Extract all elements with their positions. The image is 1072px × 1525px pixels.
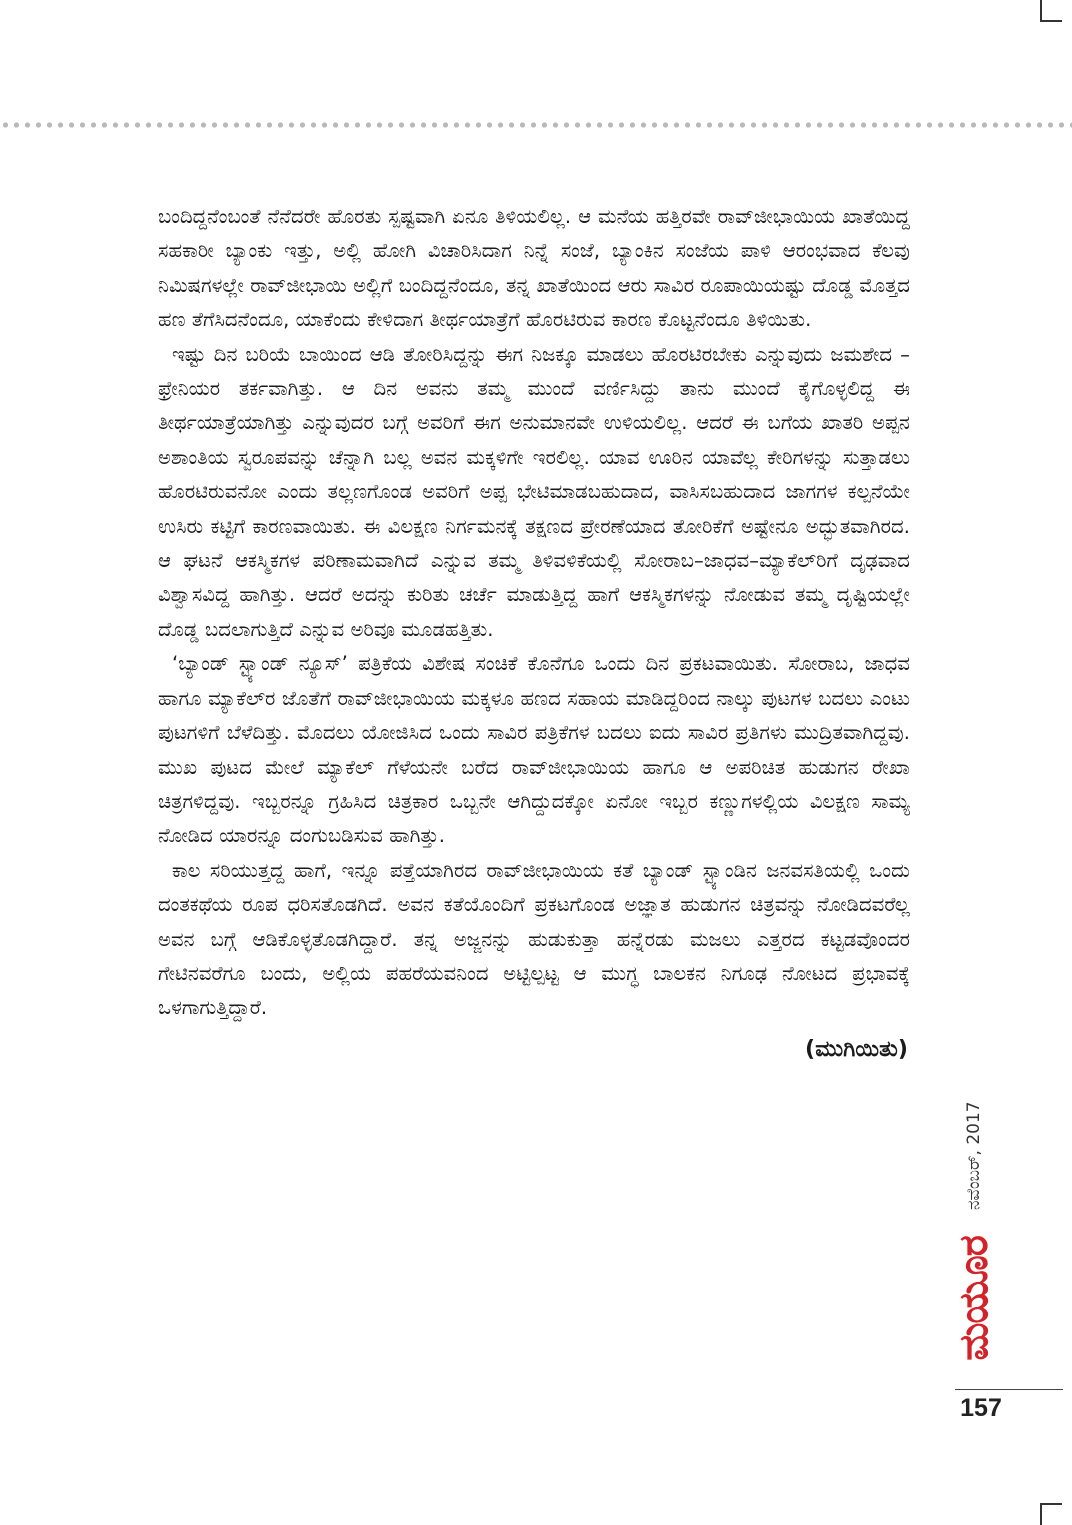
paragraph-3: ‘ಬ್ಯಾಂಡ್ ಸ್ಟ್ಯಾಂಡ್ ನ್ಯೂಸ್’ ಪತ್ರಿಕೆಯ ವಿಶೇಷ ಸಂಚಿಕೆ ಕೊನೆಗೂ ಒಂದು ದಿನ ಪ್ರಕಟವಾಯಿತು. ಸೋರಾಬ, ಜಾಧವ ಹಾಗೂ ಮ್ಯಾಕೆಲ್‌ರ ಜೊತೆಗೆ ರಾವ್‌ಜೀಭಾಯಿಯ ಮಕ್ಕಳೂ ಹಣದ ಸಹಾಯ ಮಾಡಿದ್ದರಿಂದ ನಾಲ್ಕು ಪುಟಗಳ ಬದಲು ಎಂಟು ಪುಟಗಳಿಗೆ ಬೆಳೆದಿತ್ತು. ಮೊದಲು ಯೋಜಿಸಿದ ಒಂದು ಸಾವಿರ ಪತ್ರಿಕೆಗಳ ಬದಲು ಐದು ಸಾವಿರ ಪ್ರತಿಗಳು ಮುದ್ರಿತವಾಗಿದ್ದವು. ಮುಖ ಪುಟದ ಮೇಲೆ ಮ್ಯಾಕೆಲ್ ಗೆಳೆಯನೇ ಬರೆದ ರಾವ್‌ಜೀಭಾಯಿಯ ಹಾಗೂ ಆ ಅಪರಿಚಿತ ಹುಡುಗನ ರೇಖಾ ಚಿತ್ರಗಳಿದ್ದವು. ಇಬ್ಬರನ್ನೂ ಗ್ರಹಿಸಿದ ಚಿತ್ರಕಾರ ಒಬ್ಬನೇ ಆಗಿದ್ದುದಕ್ಕೋ ಏನೋ ಇಬ್ಬರ ಕಣ್ಣುಗಳಲ್ಲಿಯ ವಿಲಕ್ಷಣ ಸಾಮ್ಯ ನೋಡಿದ ಯಾರನ್ನೂ ದಂಗುಬಡಿಸುವ ಹಾಗಿತ್ತು. [158, 652, 910, 848]
magazine-side-banner [948, 1090, 1000, 1372]
page-number: 157 [960, 1394, 1002, 1422]
issue-date: ನವೆಂಬರ್, 2017 [964, 1101, 984, 1211]
crop-mark-top [1040, 0, 1062, 22]
footer-rule [955, 1389, 1063, 1390]
article-end-mark: (ಮುಗಿಯಿತು) [805, 1036, 908, 1062]
crop-mark-bottom [1040, 1503, 1062, 1525]
paragraph-2: ಇಷ್ಟು ದಿನ ಬರಿಯೆ ಬಾಯಿಂದ ಆಡಿ ತೋರಿಸಿದ್ದನ್ನು ಈಗ ನಿಜಕ್ಕೂ ಮಾಡಲು ಹೊರಟಿರಬೇಕು ಎನ್ನುವುದು ಜಮಶೇದ –ಫ್ರೇನಿಯರ ತರ್ಕವಾಗಿತ್ತು. ಆ ದಿನ ಅವನು ತಮ್ಮ ಮುಂದೆ ವರ್ಣಿಸಿದ್ದು ತಾನು ಮುಂದೆ ಕೈಗೊಳ್ಳಲಿದ್ದ ಈ ತೀರ್ಥಯಾತ್ರೆಯಾಗಿತ್ತು ಎನ್ನುವುದರ ಬಗ್ಗೆ ಅವರಿಗೆ ಈಗ ಅನುಮಾನವೇ ಉಳಿಯಲಿಲ್ಲ. ಆದರೆ ಈ ಬಗೆಯ ಖಾತರಿ ಅಪ್ಪನ ಅಶಾಂತಿಯ ಸ್ವರೂಪವನ್ನು ಚೆನ್ನಾಗಿ ಬಲ್ಲ ಅವನ ಮಕ್ಕಳಿಗೇ ಇರಲಿಲ್ಲ. ಯಾವ ಊರಿನ ಯಾವೆಲ್ಲ ಕೇರಿಗಳನ್ನು ಸುತ್ತಾಡಲು ಹೊರಟಿರುವನೋ ಎಂದು ತಲ್ಲಣಗೊಂಡ ಅವರಿಗೆ ಅಪ್ಪ ಭೇಟಿಮಾಡಬಹುದಾದ, ವಾಸಿಸಬಹುದಾದ ಜಾಗಗಳ ಕಲ್ಪನೆಯೇ ಉಸಿರು ಕಟ್ಟಿಗೆ ಕಾರಣವಾಯಿತು. ಈ ವಿಲಕ್ಷಣ ನಿರ್ಗಮನಕ್ಕೆ ತಕ್ಷಣದ ಪ್ರೇರಣೆಯಾದ ತೋರಿಕೆಗೆ ಅಷ್ಟೇನೂ ಅದ್ಭುತವಾಗಿರದ. ಆ ಘಟನೆ ಆಕಸ್ಮಿಕಗಳ ಪರಿಣಾಮವಾಗಿದೆ ಎನ್ನುವ ತಮ್ಮ ತಿಳಿವಳಿಕೆಯಲ್ಲಿ ಸೋರಾಬ–ಜಾಧವ–ಮ್ಯಾಕೆಲ್‌ರಿಗೆ ದೃಢವಾದ ವಿಶ್ವಾಸವಿದ್ದ ಹಾಗಿತ್ತು. ಆದರೆ ಅದನ್ನು ಕುರಿತು ಚರ್ಚೆ ಮಾಡುತ್ತಿದ್ದ ಹಾಗೆ ಆಕಸ್ಮಿಕಗಳನ್ನು ನೋಡುವ ತಮ್ಮ ದೃಷ್ಟಿಯಲ್ಲೇ ದೊಡ್ಡ ಬದಲಾಗುತ್ತಿದೆ ಎನ್ನುವ ಅರಿವೂ ಮೂಡಹತ್ತಿತು. [158, 342, 910, 641]
magazine-logo: ಮಯೂರ [951, 1236, 997, 1361]
article-body [158, 200, 910, 1070]
paragraph-1: ಬಂದಿದ್ದನೆಂಬಂತೆ ನೆನೆದರೇ ಹೊರತು ಸ್ಪಷ್ಟವಾಗಿ ಏನೂ ತಿಳಿಯಲಿಲ್ಲ. ಆ ಮನೆಯ ಹತ್ತಿರವೇ ರಾವ್‌ಜೀಭಾಯಿಯ ಖಾತೆಯಿದ್ದ ಸಹಕಾರೀ ಬ್ಯಾಂಕು ಇತ್ತು, ಅಲ್ಲಿ ಹೋಗಿ ವಿಚಾರಿಸಿದಾಗ ನಿನ್ನೆ ಸಂಜೆ, ಬ್ಯಾಂಕಿನ ಸಂಜೆಯ ಪಾಳಿ ಆರಂಭವಾದ ಕೆಲವು ನಿಮಿಷಗಳಲ್ಲೇ ರಾವ್‌ಜೀಭಾಯಿ ಅಲ್ಲಿಗೆ ಬಂದಿದ್ದನೆಂದೂ, ತನ್ನ ಖಾತೆಯಿಂದ ಆರು ಸಾವಿರ ರೂಪಾಯಿಯಷ್ಟು ದೊಡ್ಡ ಮೊತ್ತದ ಹಣ ತೆಗೆಸಿದನೆಂದೂ, ಯಾಕೆಂದು ಕೇಳಿದಾಗ ತೀರ್ಥಯಾತ್ರೆಗೆ ಹೊರಟಿರುವ ಕಾರಣ ಕೊಟ್ಟನೆಂದೂ ತಿಳಿಯಿತು. [158, 205, 910, 332]
dotted-header-rule [0, 121, 1072, 129]
paragraph-4: ಕಾಲ ಸರಿಯುತ್ತದ್ದ ಹಾಗೆ, ಇನ್ನೂ ಪತ್ತೆಯಾಗಿರದ ರಾವ್‌ಜೀಭಾಯಿಯ ಕತೆ ಬ್ಯಾಂಡ್ ಸ್ಟ್ಯಾಂಡಿನ ಜನವಸತಿಯಲ್ಲಿ ಒಂದು ದಂತಕಥೆಯ ರೂಪ ಧರಿಸತೊಡಗಿದೆ. ಅವನ ಕತೆಯೊಂದಿಗೆ ಪ್ರಕಟಗೊಂಡ ಅಜ್ಞಾತ ಹುಡುಗನ ಚಿತ್ರವನ್ನು ನೋಡಿದವರೆಲ್ಲ ಅವನ ಬಗ್ಗೆ ಆಡಿಕೊಳ್ಳತೊಡಗಿದ್ದಾರೆ. ತನ್ನ ಅಜ್ಜನನ್ನು ಹುಡುಕುತ್ತಾ ಹನ್ನೆರಡು ಮಜಲು ಎತ್ತರದ ಕಟ್ಟಡವೊಂದರ ಗೇಟಿನವರೆಗೂ ಬಂದು, ಅಲ್ಲಿಯ ಪಹರೆಯವನಿಂದ ಅಟ್ಟಿಲ್ಪಟ್ಟ ಆ ಮುಗ್ಧ ಬಾಲಕನ ನಿಗೂಢ ನೋಟದ ಪ್ರಭಾವಕ್ಕೆ ಒಳಗಾಗುತ್ತಿದ್ದಾರೆ. [158, 858, 910, 1020]
